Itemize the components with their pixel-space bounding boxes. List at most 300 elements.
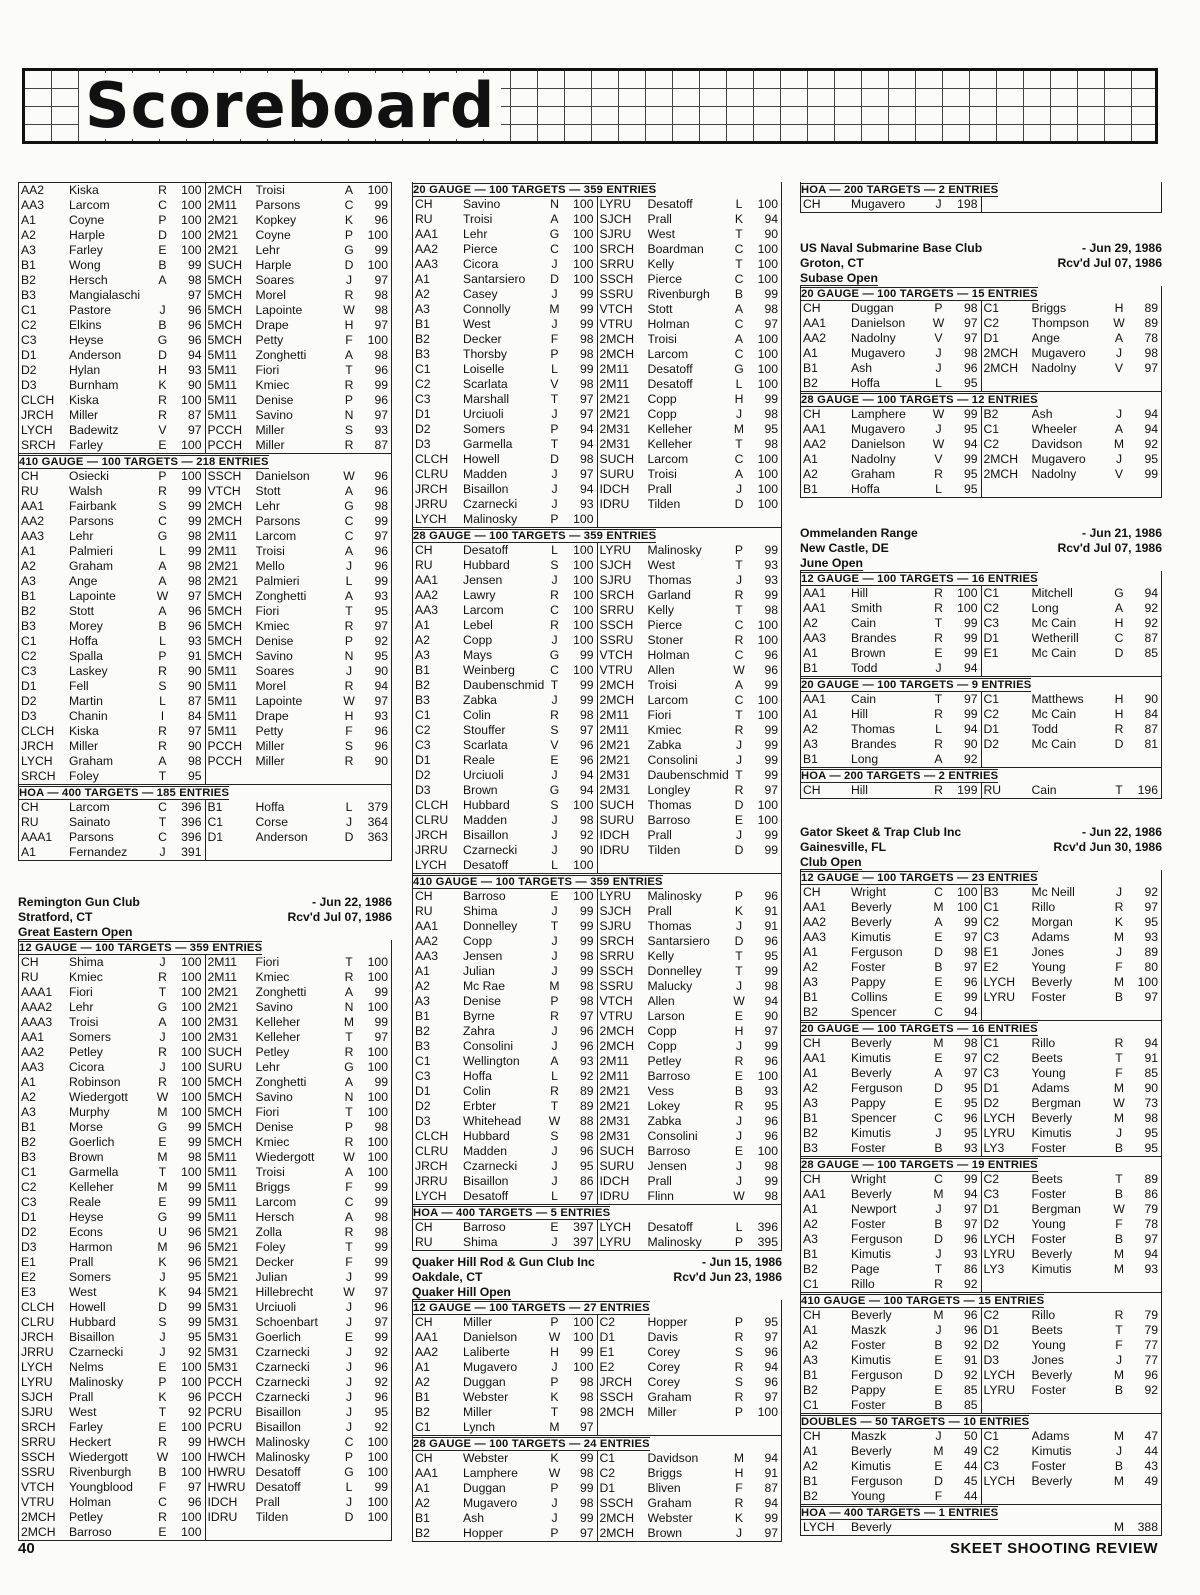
score-row xyxy=(982,1308,1162,1323)
score: 92 xyxy=(374,1375,388,1389)
class-code: AA1 xyxy=(21,1030,45,1044)
shooter-name: Stott xyxy=(647,302,673,316)
class-code: C1 xyxy=(983,1429,1000,1443)
score: 100 xyxy=(573,1330,594,1344)
score-row xyxy=(413,1129,597,1144)
score: 100 xyxy=(181,1375,202,1389)
score-row xyxy=(801,1111,981,1126)
score: 396 xyxy=(181,800,202,814)
class-code: E1 xyxy=(983,646,999,660)
score: 96 xyxy=(374,1390,388,1404)
results-section xyxy=(800,182,1162,213)
class-code: B1 xyxy=(803,1368,818,1382)
score: 95 xyxy=(187,769,202,783)
shooter-name: Hoffa xyxy=(463,1069,492,1083)
class-code: IDCH xyxy=(599,482,630,496)
shooter-name: Connolly xyxy=(463,302,511,316)
shooter-class: H xyxy=(344,709,354,723)
score-row xyxy=(413,302,597,317)
score-row xyxy=(801,407,981,422)
score-row xyxy=(598,648,782,663)
score: 364 xyxy=(367,815,388,829)
score: 95 xyxy=(963,482,978,496)
class-code: D1 xyxy=(207,830,224,844)
class-code: 5MCH xyxy=(207,1105,243,1119)
shooter-name: Adams xyxy=(1031,930,1070,944)
shooter-class: N xyxy=(344,1090,354,1104)
shooter-name: Morey xyxy=(69,619,103,633)
shooter-class: G xyxy=(157,1000,168,1014)
class-code: D1 xyxy=(983,331,1000,345)
shooter-name: Fiori xyxy=(69,985,93,999)
shooter-class: J xyxy=(735,407,743,421)
score-row xyxy=(413,272,597,287)
score: 100 xyxy=(1137,975,1158,989)
score-row xyxy=(19,604,205,619)
shooter-class: C xyxy=(934,1111,943,1125)
score-row xyxy=(413,919,597,934)
score: 99 xyxy=(963,707,978,721)
score: 99 xyxy=(187,1435,202,1449)
score-row xyxy=(801,1217,981,1232)
score: 99 xyxy=(187,514,202,528)
shooter-class: M xyxy=(549,1420,560,1434)
score-row xyxy=(982,692,1162,707)
shooter-class: J xyxy=(1115,945,1123,959)
shooter-class: A xyxy=(1114,422,1124,436)
shooter-name: Murphy xyxy=(69,1105,110,1119)
class-code: 5M21 xyxy=(207,1240,238,1254)
shooter-name: Troisi xyxy=(255,544,285,558)
class-code: JRCH xyxy=(21,408,54,422)
shooter-name: Briggs xyxy=(647,1466,683,1480)
results-section xyxy=(412,874,782,1205)
shooter-class: R xyxy=(934,737,943,751)
class-code: CLRU xyxy=(415,1144,449,1158)
shooter-name: Goerlich xyxy=(255,1330,301,1344)
class-code: C2 xyxy=(983,601,1000,615)
score-row xyxy=(598,437,782,452)
shooter-class: A xyxy=(734,332,744,346)
score: 91 xyxy=(764,1466,778,1480)
score: 99 xyxy=(963,616,978,630)
shooter-name: Goerlich xyxy=(69,1135,115,1149)
shooter-name: Beets xyxy=(1031,1323,1063,1337)
results-pair xyxy=(801,407,1161,497)
shooter-class: J xyxy=(1115,346,1123,360)
shooter-name: Jones xyxy=(1031,945,1065,959)
score: 99 xyxy=(963,1172,978,1186)
shooter-class: T xyxy=(550,437,559,451)
score-row xyxy=(19,318,205,333)
class-code: RU xyxy=(415,212,433,226)
score: 44 xyxy=(1144,1444,1158,1458)
score-row xyxy=(982,1338,1162,1353)
shooter-name: Kelly xyxy=(647,949,674,963)
score: 94 xyxy=(963,722,978,736)
shooter-class: H xyxy=(550,1345,559,1359)
class-code: A2 xyxy=(803,960,818,974)
results-left xyxy=(413,543,597,873)
shooter-class: M xyxy=(1113,1368,1125,1382)
score-row xyxy=(413,603,597,618)
shooter-name: Lehr xyxy=(255,499,280,513)
class-code: D3 xyxy=(415,437,431,451)
shooter-class: W xyxy=(932,437,945,451)
shooter-class: C xyxy=(734,452,744,466)
shooter-name: Heckert xyxy=(69,1435,111,1449)
class-code: HWRU xyxy=(207,1465,246,1479)
shooter-class: J xyxy=(551,1159,558,1173)
shooter-class: F xyxy=(345,724,353,738)
class-code: AA1 xyxy=(803,422,827,436)
shooter-name: Corey xyxy=(647,1360,681,1374)
spacer xyxy=(800,213,1162,241)
score-row xyxy=(598,1526,782,1541)
shooter-class: E xyxy=(934,1459,943,1473)
score: 99 xyxy=(187,1120,202,1134)
results-left xyxy=(801,1429,981,1504)
shooter-class: A xyxy=(550,212,559,226)
shooter-name: Bisaillon xyxy=(69,1330,115,1344)
score: 100 xyxy=(181,1360,202,1374)
shooter-class: R xyxy=(934,1277,943,1291)
score-row xyxy=(413,813,597,828)
shooter-name: Troisi xyxy=(69,1015,99,1029)
score: 98 xyxy=(579,1496,594,1510)
shooter-name: Savino xyxy=(463,197,501,211)
class-code: A1 xyxy=(803,346,818,360)
shooter-class: T xyxy=(735,227,743,241)
score-row xyxy=(19,1075,205,1090)
score: 95 xyxy=(187,1330,202,1344)
results-left xyxy=(801,301,981,391)
club-block xyxy=(800,526,1162,571)
score-row xyxy=(801,1005,981,1020)
shooter-class: J xyxy=(551,467,558,481)
shooter-class: T xyxy=(1115,1323,1123,1337)
score: 99 xyxy=(187,1135,202,1149)
score-row xyxy=(206,1435,392,1450)
score-row xyxy=(19,1060,205,1075)
score-row xyxy=(19,1465,205,1480)
score-row xyxy=(801,1308,981,1323)
score: 100 xyxy=(573,212,594,226)
score-row xyxy=(598,467,782,482)
shooter-name: Larcom xyxy=(255,1195,297,1209)
shooter-class: P xyxy=(344,393,354,407)
received-date: Rcv'd Jul 07, 1986 xyxy=(1057,541,1162,555)
score-row xyxy=(206,1195,392,1210)
score: 94 xyxy=(1144,422,1158,436)
score: 100 xyxy=(367,228,388,242)
score-row xyxy=(206,1405,392,1420)
shooter-name: Morel xyxy=(255,288,286,302)
shooter-class: R xyxy=(344,288,354,302)
class-code: AA2 xyxy=(21,514,45,528)
score: 100 xyxy=(757,798,778,812)
class-code: SUCH xyxy=(599,798,635,812)
shooter-class: R xyxy=(1114,900,1124,914)
score: 94 xyxy=(579,437,594,451)
shooter-class xyxy=(154,288,172,303)
score-row xyxy=(801,975,981,990)
section-header: HOA — 400 TARGETS — 1 ENTRIES xyxy=(801,1507,999,1519)
class-code: SURU xyxy=(207,1060,243,1074)
shooter-name: Fiori xyxy=(255,955,280,969)
score: 98 xyxy=(579,1390,594,1404)
results-right xyxy=(981,1429,1162,1504)
score: 96 xyxy=(579,753,594,767)
shooter-class: H xyxy=(158,363,167,377)
class-code: D1 xyxy=(599,1481,616,1495)
shooter-class: W xyxy=(548,1114,561,1128)
score: 99 xyxy=(374,1015,388,1029)
shooter-class: R xyxy=(734,1496,744,1510)
shooter-name: Hubbard xyxy=(463,1129,510,1143)
shooter-class: V xyxy=(550,377,559,391)
score-row xyxy=(413,1390,597,1405)
score: 95 xyxy=(1144,1126,1158,1140)
shooter-class: E xyxy=(344,1330,354,1344)
class-code: B1 xyxy=(415,663,430,677)
class-code: C2 xyxy=(983,707,1000,721)
shooter-name: Hoffa xyxy=(851,376,880,390)
class-code: LYCH xyxy=(983,1474,1016,1488)
shooter-class: D xyxy=(934,1368,943,1382)
class-code: AAA1 xyxy=(21,985,53,999)
shooter-class: P xyxy=(734,1235,744,1249)
results-left xyxy=(801,407,981,497)
score-row xyxy=(19,1405,205,1420)
score-row xyxy=(801,316,981,331)
score: 98 xyxy=(374,348,388,362)
section-header: 12 GAUGE — 100 TARGETS — 27 ENTRIES xyxy=(413,1302,650,1314)
shooter-class: R xyxy=(934,707,943,721)
shooter-class: J xyxy=(935,1429,942,1443)
shooter-name: Malinosky xyxy=(647,543,702,557)
score: 98 xyxy=(579,979,594,993)
score: 100 xyxy=(573,889,594,903)
shooter-class: D xyxy=(734,798,744,812)
class-code: C1 xyxy=(415,708,431,722)
score: 100 xyxy=(181,985,202,999)
score-row xyxy=(206,514,392,529)
score-row xyxy=(413,317,597,332)
class-code: LYRU xyxy=(983,990,1016,1004)
score-row xyxy=(206,438,392,453)
score: 95 xyxy=(1144,452,1158,466)
class-code: 2M21 xyxy=(599,392,630,406)
score-row xyxy=(413,723,597,738)
shooter-class: P xyxy=(158,1375,167,1389)
shooter-class: C xyxy=(734,242,744,256)
score: 99 xyxy=(374,574,388,588)
class-code: E2 xyxy=(21,1270,36,1284)
shooter-name: Mc Rae xyxy=(463,979,505,993)
score: 100 xyxy=(181,1045,202,1059)
score-row xyxy=(982,915,1162,930)
score-row xyxy=(19,845,205,860)
shooter-name: Madden xyxy=(463,813,508,827)
score-row xyxy=(206,408,392,423)
class-code: JRCH xyxy=(599,1375,632,1389)
score-row xyxy=(19,1270,205,1285)
score: 94 xyxy=(1144,407,1158,421)
class-code: 5M11 xyxy=(207,1165,238,1179)
shooter-class: G xyxy=(549,227,560,241)
score: 98 xyxy=(764,302,778,316)
shooter-name: Lapointe xyxy=(255,303,303,317)
class-code: 2M21 xyxy=(599,407,630,421)
shooter-class: M xyxy=(1113,975,1125,989)
class-code: CH xyxy=(21,469,39,483)
score-row xyxy=(206,1165,392,1180)
score: 198 xyxy=(957,197,978,211)
shooter-name: Kiska xyxy=(69,724,99,738)
section-header: HOA — 400 TARGETS — 5 ENTRIES xyxy=(413,1207,611,1219)
score: 100 xyxy=(181,228,202,242)
score-row xyxy=(206,800,392,815)
score-row xyxy=(206,1105,392,1120)
shooter-class: P xyxy=(158,649,167,663)
section-header: 20 GAUGE — 100 TARGETS — 359 ENTRIES xyxy=(413,184,657,196)
shooter-class: L xyxy=(345,574,353,588)
score-row xyxy=(413,543,597,558)
score-row xyxy=(206,243,392,258)
shooter-name: Consolini xyxy=(647,1129,698,1143)
score: 100 xyxy=(573,603,594,617)
score: 100 xyxy=(573,543,594,557)
class-code: LYRU xyxy=(599,543,632,557)
score: 97 xyxy=(374,408,388,422)
shooter-class: M xyxy=(933,1187,944,1201)
shooter-name: Coyne xyxy=(69,213,105,227)
score: 94 xyxy=(764,1496,778,1510)
score-row xyxy=(19,1120,205,1135)
class-code: A3 xyxy=(803,975,818,989)
score: 97 xyxy=(374,529,388,543)
class-code: CLCH xyxy=(21,1300,55,1314)
shooter-class: W xyxy=(548,1466,561,1480)
shooter-class: T xyxy=(735,437,743,451)
score-row xyxy=(413,1481,597,1496)
shooter-class: T xyxy=(934,1262,943,1276)
score-row xyxy=(19,484,205,499)
shooter-class: J xyxy=(935,661,942,675)
score: 99 xyxy=(579,287,594,301)
score: 100 xyxy=(181,1420,202,1434)
shooter-class: J xyxy=(551,934,558,948)
score-row xyxy=(801,1398,981,1413)
shooter-name: Beverly xyxy=(851,1036,892,1050)
score-row xyxy=(206,694,392,709)
shooter-class: B xyxy=(158,1465,167,1479)
class-code: 5M21 xyxy=(207,1285,238,1299)
class-code: 5M31 xyxy=(207,1300,238,1314)
class-code: D2 xyxy=(415,768,431,782)
shooter-class: F xyxy=(1115,1338,1123,1352)
shooter-class: G xyxy=(734,362,744,376)
class-code: A2 xyxy=(803,1338,818,1352)
shooter-name: Lapointe xyxy=(255,694,303,708)
class-code: AAA1 xyxy=(21,830,53,844)
shooter-name: Brown xyxy=(851,646,886,660)
score-row xyxy=(206,1015,392,1030)
shooter-name: Colin xyxy=(463,1084,491,1098)
shooter-class: P xyxy=(344,228,354,242)
shooter-name: Wetherill xyxy=(1031,631,1079,645)
results-right xyxy=(981,586,1162,676)
score: 98 xyxy=(1144,1111,1158,1125)
score-row xyxy=(413,332,597,347)
score-row xyxy=(206,198,392,213)
score-row xyxy=(801,1081,981,1096)
class-code: A1 xyxy=(803,1323,818,1337)
shooter-class: N xyxy=(344,649,354,663)
class-code: 2M11 xyxy=(599,1054,630,1068)
score-row xyxy=(206,228,392,243)
shooter-name: Julian xyxy=(255,1270,288,1284)
score-row xyxy=(598,1511,782,1526)
shooter-class: W xyxy=(156,1450,169,1464)
score-row xyxy=(19,544,205,559)
score: 95 xyxy=(764,1099,778,1113)
class-code: 2MCH xyxy=(207,514,243,528)
score: 395 xyxy=(757,1235,778,1249)
score-row xyxy=(801,1459,981,1474)
shooter-class: T xyxy=(934,692,943,706)
shooter-class: R xyxy=(158,1075,167,1089)
score-row xyxy=(206,679,392,694)
class-code: CLCH xyxy=(21,393,55,407)
shooter-class: J xyxy=(345,1345,353,1359)
shooter-name: Badewitz xyxy=(69,423,119,437)
score: 95 xyxy=(579,1159,594,1173)
score: 95 xyxy=(963,376,978,390)
shooter-name: Jensen xyxy=(647,1159,687,1173)
score-row xyxy=(598,272,782,287)
class-code: AA1 xyxy=(803,316,827,330)
score: 96 xyxy=(187,318,202,332)
score: 95 xyxy=(374,1405,388,1419)
class-code: C1 xyxy=(983,692,1000,706)
score: 100 xyxy=(181,1030,202,1044)
shooter-class: M xyxy=(1113,1081,1125,1095)
shooter-name: Wiedergott xyxy=(69,1090,128,1104)
score-row xyxy=(413,1315,597,1330)
class-code: SJRU xyxy=(599,573,632,587)
class-code: A3 xyxy=(803,1353,818,1367)
shooter-class: F xyxy=(1115,1066,1123,1080)
shooter-name: Nadolny xyxy=(1031,361,1077,375)
shooter-class: R xyxy=(1114,722,1124,736)
class-code: 2M21 xyxy=(207,213,238,227)
score-row xyxy=(801,1202,981,1217)
shooter-class: E xyxy=(934,990,943,1004)
score-row xyxy=(982,1187,1162,1202)
class-code: AA1 xyxy=(803,692,827,706)
score: 99 xyxy=(764,1039,778,1053)
class-code: D2 xyxy=(21,363,37,377)
score: 95 xyxy=(374,604,388,618)
class-code: RU xyxy=(21,970,39,984)
score: 99 xyxy=(764,678,778,692)
shooter-class: K xyxy=(1114,915,1124,929)
club-line xyxy=(800,526,1162,541)
shooter-name: Parsons xyxy=(255,514,301,528)
section-header: 28 GAUGE — 100 TARGETS — 12 ENTRIES xyxy=(801,394,1038,406)
